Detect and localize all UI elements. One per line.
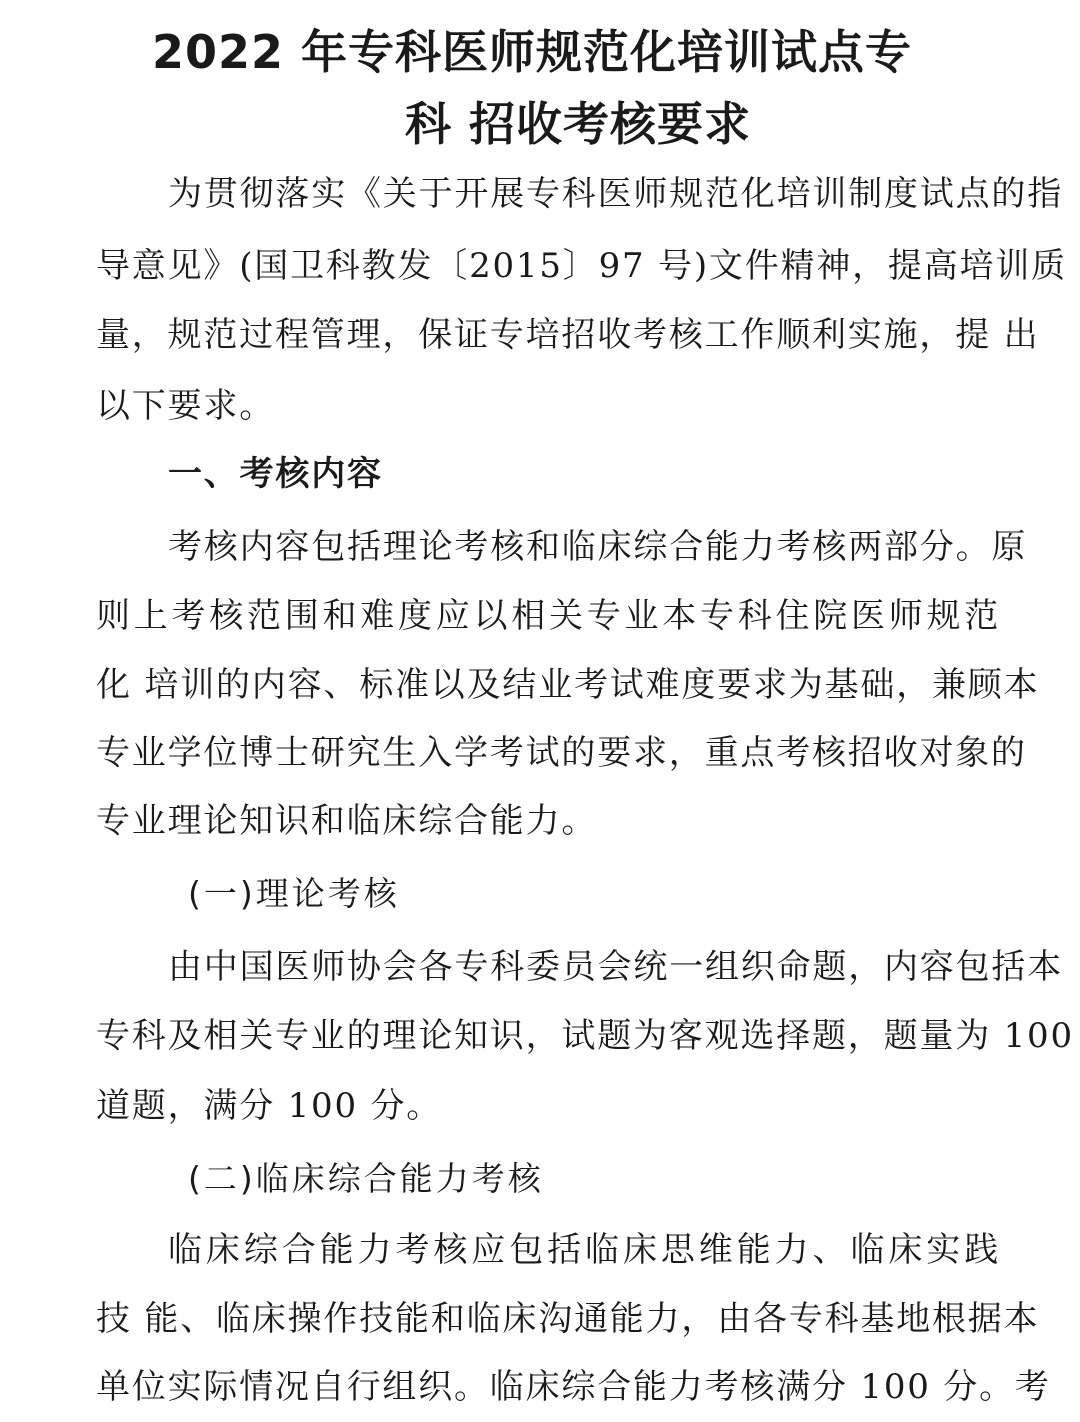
document-title-line-2: 科 招收考核要求 [405,97,752,151]
section1-heading: 一、考核内容 [168,454,383,494]
sub2-line-3: 单位实际情况自行组织。临床综合能力考核满分 100 分。考 [96,1367,1051,1407]
intro-line-1: 为贯彻落实《关于开展专科医师规范化培训制度试点的指 [168,174,1063,214]
intro-line-3: 量，规范过程管理，保证专培招收考核工作顺利实施，提 出 [96,315,1040,355]
section1-line-3: 化 培训的内容、标准以及结业考试难度要求为基础，兼顾本 [96,665,1040,705]
sub2-heading: (二)临床综合能力考核 [188,1159,544,1198]
section1-line-1: 考核内容包括理论考核和临床综合能力考核两部分。原 [168,527,1028,567]
sub1-heading: (一)理论考核 [188,874,400,913]
section1-line-5: 专业理论知识和临床综合能力。 [96,801,598,841]
intro-line-4: 以下要求。 [96,386,275,426]
intro-line-2: 导意见》(国卫科教发〔2015〕97 号)文件精神，提高培训质 [96,246,1067,286]
document-title-line-1: 2022 年专科医师规范化培训试点专 [152,25,913,79]
sub1-line-3: 道题，满分 100 分。 [96,1086,443,1126]
sub1-line-2: 专科及相关专业的理论知识，试题为客观选择题，题量为 100 [96,1016,1074,1056]
sub2-line-1: 临床综合能力考核应包括临床思维能力、临床实践 [168,1230,1000,1270]
sub2-line-2: 技 能、临床操作技能和临床沟通能力，由各专科基地根据本 [96,1299,1040,1339]
section1-line-4: 专业学位博士研究生入学考试的要求，重点考核招收对象的 [96,733,1027,773]
section1-line-2: 则上考核范围和难度应以相关专业本专科住院医师规范 [96,596,1000,636]
sub1-line-1: 由中国医师协会各专科委员会统一组织命题，内容包括本 [168,947,1063,987]
